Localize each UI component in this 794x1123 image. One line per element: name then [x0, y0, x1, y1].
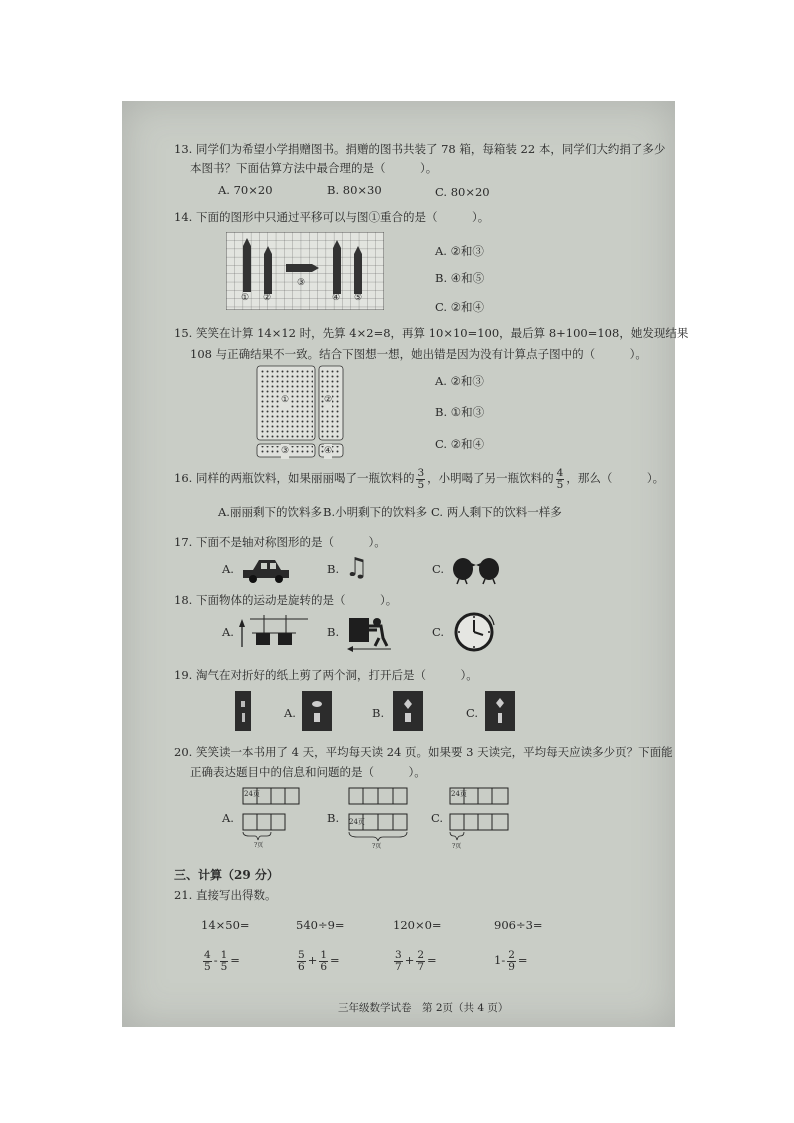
operator: - — [213, 953, 218, 967]
q18-option-a: A. — [222, 625, 234, 639]
unfolded-paper-c-icon — [485, 691, 515, 731]
q16-option-a: A.丽丽剩下的饮料多 — [218, 505, 322, 519]
equals: = — [330, 953, 340, 967]
calc-2-3-frac-a — [394, 950, 403, 973]
q20-line1: 20. 笑笑读一本书用了 4 天，平均每天读 24 页。如果要 3 天读完，平均每天应读多少页？下面能 — [174, 745, 673, 759]
q17-option-a: A. — [222, 562, 234, 576]
operator: + — [307, 953, 318, 967]
equals: = — [230, 953, 240, 967]
folded-paper-icon — [235, 691, 251, 731]
q16-frac1-num: 3 — [417, 466, 425, 479]
car-icon — [239, 556, 293, 584]
pushing-box-icon — [347, 612, 397, 652]
q16-option-c: C. 两人剩下的饮料一样多 — [431, 505, 562, 519]
denominator: 5 — [220, 960, 228, 973]
q19-stem: 19. 淘气在对折好的纸上剪了两个洞，打开后是（ ）。 — [174, 668, 478, 682]
q16-fraction-1 — [416, 468, 425, 491]
q18-option-b: B. — [327, 625, 340, 639]
q19-option-b: B. — [372, 706, 385, 720]
q14-option-c: C. ②和④ — [435, 300, 485, 314]
q20-b-question-label: ?页 — [372, 843, 382, 850]
q14-label-3: ③ — [297, 278, 306, 288]
q16-frac2-den: 5 — [556, 478, 564, 491]
q20-option-a: A. — [222, 811, 234, 825]
q15-line2: 108 与正确结果不一致。结合下图想一想，她出错是因为没有计算点子图中的（ ）。 — [190, 347, 647, 361]
denominator: 7 — [417, 960, 425, 973]
q15-option-a: A. ②和③ — [435, 374, 484, 388]
q13-line1: 13. 同学们为希望小学捐赠图书。捐赠的图书共装了 78 箱，每箱装 22 本，同学们大约捐了多少 — [174, 142, 666, 156]
operator: + — [404, 953, 415, 967]
calc-1-3: 120×0= — [393, 918, 442, 932]
q14-option-b: B. ④和⑤ — [435, 271, 485, 285]
q15-label-1: ① — [281, 393, 289, 408]
q15-label-2: ② — [324, 393, 332, 408]
denominator: 7 — [395, 960, 402, 973]
page-footer: 三年级数学试卷 第 2页（共 4 页） — [338, 1002, 509, 1014]
q20-c-box-label: 24页 — [451, 790, 467, 798]
numerator: 5 — [298, 948, 305, 961]
numerator: 2 — [508, 948, 515, 961]
section-3-title: 三、计算（29 分） — [174, 868, 279, 882]
clock-icon — [453, 611, 495, 653]
q20-a-box-label: 24页 — [244, 790, 260, 798]
calc-2-1-frac-b — [220, 950, 229, 973]
numerator: 1 — [320, 948, 328, 961]
whole-number-part: 1- — [494, 953, 506, 967]
unfolded-paper-a-icon — [302, 691, 332, 731]
bird-pair-icon — [449, 553, 503, 585]
elevator-lift-icon — [238, 611, 310, 649]
numerator: 1 — [220, 948, 228, 961]
q14-stem: 14. 下面的图形中只通过平移可以与图①重合的是（ ）。 — [174, 210, 490, 224]
calc-1-2: 540÷9= — [296, 918, 345, 932]
calc-2-2-frac-a — [297, 950, 306, 973]
equals: = — [427, 953, 437, 967]
q14-label-5: ⑤ — [354, 293, 363, 303]
denominator: 6 — [298, 960, 305, 973]
q20-option-c: C. — [431, 811, 444, 825]
q18-option-c: C. — [432, 625, 445, 639]
q15-label-4: ④ — [324, 444, 332, 459]
denominator: 6 — [320, 960, 328, 973]
q19-option-a: A. — [284, 706, 296, 720]
q14-option-a: A. ②和③ — [435, 244, 484, 258]
calc-2-3-frac-b — [416, 950, 425, 973]
q13-option-c: C. 80×20 — [435, 185, 490, 199]
q17-option-c: C. — [432, 562, 445, 576]
q18-stem: 18. 下面物体的运动是旋转的是（ ）。 — [174, 593, 398, 607]
q14-label-4: ④ — [332, 293, 341, 303]
calc-2-1 — [201, 948, 240, 973]
q15-label-3: ③ — [281, 444, 289, 459]
calc-1-4: 906÷3= — [494, 918, 543, 932]
unfolded-paper-b-icon — [393, 691, 423, 731]
q20-b-box-label: 24页 — [349, 818, 365, 826]
calc-2-3 — [392, 948, 437, 973]
q19-option-c: C. — [466, 706, 479, 720]
q16-fraction-2 — [556, 468, 565, 491]
q20-c-question-label: ?页 — [452, 843, 462, 850]
denominator: 5 — [204, 960, 211, 973]
q15-option-b: B. ①和③ — [435, 405, 485, 419]
q20-diagram-b — [345, 786, 411, 848]
calc-2-1-frac-a — [203, 950, 212, 973]
music-note-icon: ♫ — [345, 553, 369, 583]
q16-part2: ，小明喝了另一瓶饮料的 — [427, 471, 554, 485]
calc-1-1: 14×50= — [201, 918, 250, 932]
q20-a-question-label: ?页 — [254, 842, 264, 849]
q20-option-b: B. — [327, 811, 340, 825]
q15-line1: 15. 笑笑在计算 14×12 时，先算 4×2=8，再算 10×10=100，最后算 8+100=108，她发现结果 — [174, 326, 689, 340]
q16-part1: 16. 同样的两瓶饮料，如果丽丽喝了一瓶饮料的 — [174, 471, 415, 485]
q17-stem: 17. 下面不是轴对称图形的是（ ）。 — [174, 535, 386, 549]
calc-2-2-frac-b — [319, 950, 328, 973]
q16-option-b: B.小明剩下的饮料多 — [323, 505, 428, 519]
q16-frac1-den: 5 — [417, 478, 425, 491]
equals: = — [517, 953, 528, 967]
q13-option-a: A. 70×20 — [218, 183, 273, 197]
q20-line2: 正确表达题目中的信息和问题的是（ ）。 — [190, 765, 426, 779]
calc-2-4 — [494, 948, 528, 973]
q13-line2: 本图书？下面估算方法中最合理的是（ ）。 — [190, 161, 438, 175]
q16-stem — [174, 466, 664, 491]
denominator: 9 — [508, 960, 515, 973]
q16-part3: ，那么（ ）。 — [566, 471, 665, 485]
q16-frac2-num: 4 — [556, 466, 564, 479]
numerator: 2 — [417, 948, 425, 961]
q21-stem: 21. 直接写出得数。 — [174, 888, 277, 902]
q17-option-b: B. — [327, 562, 340, 576]
calc-2-2 — [295, 948, 340, 973]
q13-option-b: B. 80×30 — [327, 183, 382, 197]
q15-dot-array-figure — [255, 364, 347, 460]
calc-2-4-frac-b — [507, 950, 516, 973]
numerator: 4 — [204, 948, 211, 961]
numerator: 3 — [395, 948, 402, 961]
q15-option-c: C. ②和④ — [435, 437, 485, 451]
q14-label-1: ① — [241, 293, 250, 303]
q14-label-2: ② — [263, 293, 272, 303]
